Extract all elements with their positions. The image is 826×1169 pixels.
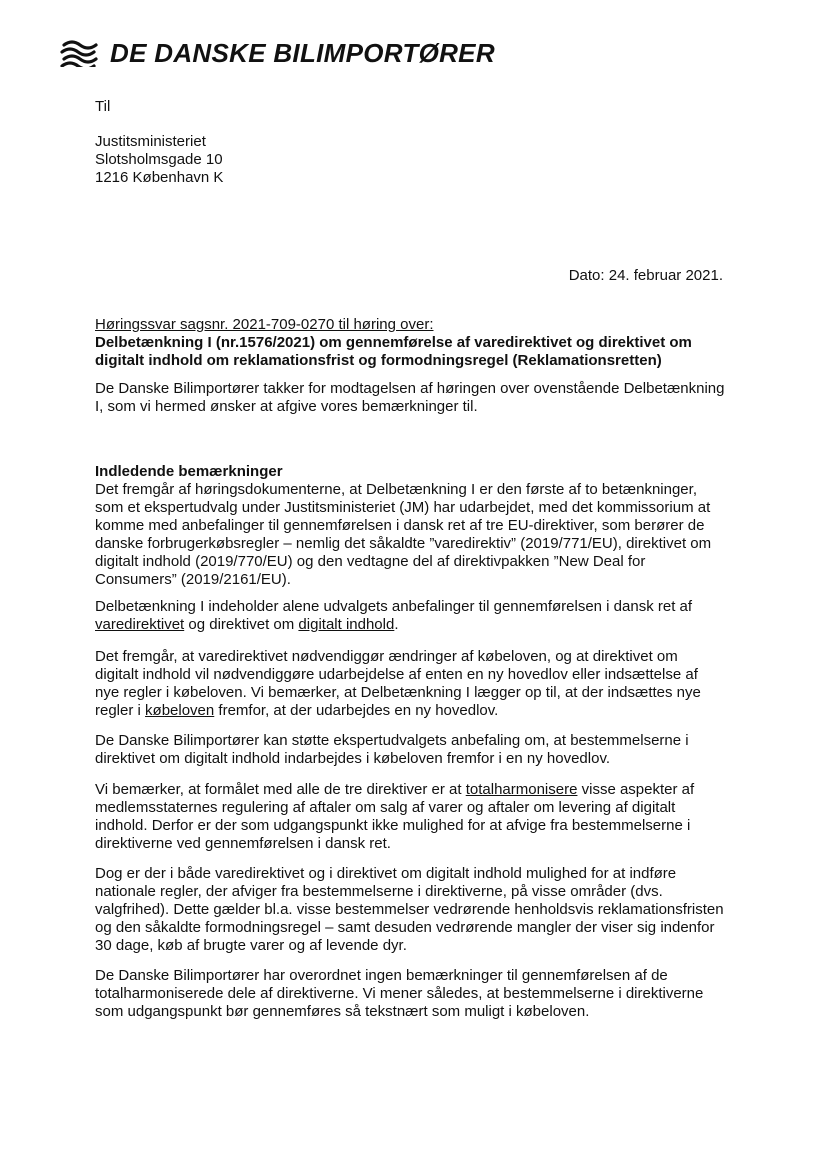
letter-date: Dato: 24. februar 2021. (568, 267, 723, 284)
paragraph-7-text: De Danske Bilimportører har overordnet ingen bemærkninger til gennemførelsen af de totalharmoniserede dele af direktiverne. Vi mener således, at bestemmelserne i direktiverne som udgangspunkt bør gennemføres så tekstnært som muligt i købeloven. (95, 967, 704, 1020)
paragraph-2 (95, 598, 725, 634)
paragraph-3-text-b: fremfor, at der udarbejdes en ny hovedlov. (214, 702, 499, 719)
paragraph-5 (95, 781, 725, 853)
case-reference: Høringssvar sagsnr. 2021-709-0270 til høring over: (95, 316, 434, 333)
intro-text: De Danske Bilimportører takker for modtagelsen af høringen over ovenstående Delbetænkning I, som vi hermed ønsker at afgive vores bemærkninger til. (95, 380, 725, 415)
recipient-address (95, 133, 725, 187)
intro-paragraph (95, 380, 725, 416)
paragraph-1: Det fremgår af høringsdokumenterne, at Delbetænkning I er den første af to betænkninger, som et ekspertudvalg under Justitsministeriet (JM) har udarbejdet, med det kommissorium at komme med anbefalinger til gennemførelsen i dansk ret af tre EU-direktiver, som berører de danske forbrugerkøbsregler – nemlig det såkaldte ”varedirektiv” (2019/771/EU), direktivet om digitalt indhold (2019/770/EU) og den vedtagne del af direktivpakken ”New Deal for Consumers” (2019/2161/EU). (95, 481, 712, 588)
paragraph-2-text-b: og direktivet om (184, 616, 299, 633)
recipient-to-label-block (95, 98, 725, 116)
paragraph-3-text-a: Det fremgår, at varedirektivet nødvendiggør ændringer af købeloven, og at direktivet om digitalt indhold vil nødvendiggøre udarbejdelse af enten en ny hovedlov eller indsættelse af nye regler i købeloven. Vi bemærker, at Delbetænkning I lægger op til, at der indsættes nye regler i (95, 648, 701, 719)
underlined-term-digitalt-indhold: digitalt indhold (298, 616, 395, 633)
paragraph-2-text-a: Delbetænkning I indeholder alene udvalgets anbefalinger til gennemførelsen i dansk ret af (95, 598, 693, 615)
paragraph-5-text-a: Vi bemærker, at formålet med alle de tre direktiver er at (95, 781, 466, 798)
letterhead-logo (60, 38, 495, 68)
paragraph-2-text-c: . (394, 616, 399, 633)
organization-name: DE DANSKE BILIMPORTØRER (110, 38, 495, 68)
subject-title: Delbetænkning I (nr.1576/2021) om gennemførelse af varedirektivet og direktivet om digitalt indhold om reklamationsfrist og formodningsregel (Reklamationsretten) (95, 334, 692, 369)
to-label: Til (95, 98, 111, 115)
paragraph-5-text-b: visse aspekter af medlemsstaternes regulering af aftaler om salg af varer og aftaler om levering af digitalt indhold. Derfor er der som udgangspunkt ikke mulighed for at afvige fra bestemmelserne i direktiverne ved gennemførelsen i dansk ret. (95, 781, 695, 852)
paragraph-7 (95, 967, 725, 1021)
paragraph-3 (95, 648, 725, 720)
underlined-term-kobeloven: købeloven (145, 702, 215, 719)
recipient-name: Justitsministeriet (95, 133, 206, 150)
paragraph-4 (95, 732, 725, 768)
recipient-street: Slotsholmsgade 10 (95, 151, 223, 168)
recipient-city: 1216 København K (95, 169, 224, 186)
underlined-term-varedirektivet: varedirektivet (95, 616, 185, 633)
section-introductory-remarks (95, 463, 725, 589)
wave-lines-logo-icon (60, 39, 100, 67)
paragraph-6-text: Dog er der i både varedirektivet og i direktivet om digitalt indhold mulighed for at indføre nationale regler, der afviger fra bestemmelserne i direktiverne, på visse områder (dvs. valgfrihed). Dette gælder bl.a. visse bestemmelser vedrørende henholdsvis reklamationsfristen og den såkaldte formodningsregel – samt desuden vedrørende mangler der viser sig indenfor 30 dage, køb af brugte varer og af levende dyr. (95, 865, 724, 954)
underlined-term-totalharmonisere: totalharmonisere (465, 781, 578, 798)
section-heading: Indledende bemærkninger (95, 463, 283, 480)
subject-block (95, 316, 725, 370)
paragraph-6 (95, 865, 725, 955)
paragraph-4-text: De Danske Bilimportører kan støtte ekspertudvalgets anbefaling om, at bestemmelserne i direktivet om digitalt indhold indarbejdes i købeloven fremfor i en ny hovedlov. (95, 732, 689, 767)
